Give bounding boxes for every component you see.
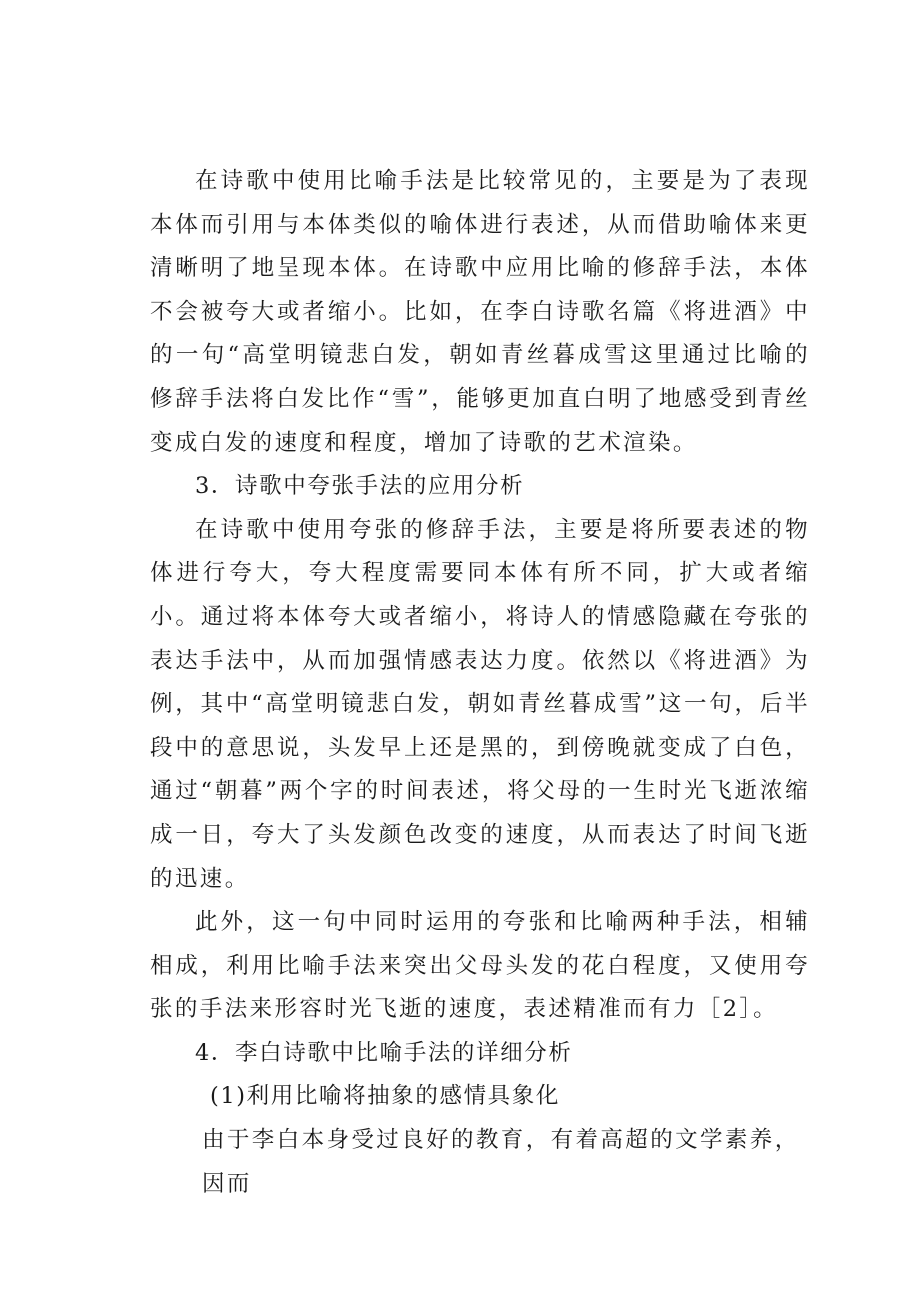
subsection-heading-1: (1)利用比喻将抽象的感情具象化 — [210, 1083, 560, 1110]
paragraph-combined: 此外，这一句中同时运用的夸张和比喻两种手法，相辅相成，利用比喻手法来突出父母头发的花白程度，又使用夸张的手法来形容时光飞逝的速度，表述精准而有力［2］。 — [150, 909, 810, 1023]
paragraph-libai-education: 由于李白本身受过良好的教育，有着高超的文学素养，因而 — [202, 1127, 800, 1197]
section-heading-3: 3．诗歌中夸张手法的应用分析 — [195, 473, 525, 500]
section-heading-4: 4．李白诗歌中比喻手法的详细分析 — [195, 1039, 573, 1066]
paragraph-hyperbole: 在诗歌中使用夸张的修辞手法，主要是将所要表述的物体进行夸大，夸大程度需要同本体有所不同，扩大或者缩小。通过将本体夸大或者缩小，将诗人的情感隐藏在夸张的表达手法中，从而加强情感表达力度。依然以《将进酒》为例，其中“高堂明镜悲白发，朝如青丝暮成雪”这一句，后半段中的意思说，头发早上还是黑的，到傍晚就变成了白色，通过“朝暮”两个字的时间表述，将父母的一生时光飞逝浓缩成一日，夸大了头发颜色改变的速度，从而表达了时间飞逝的迅速。 — [150, 516, 810, 892]
paragraph-metaphor-intro: 在诗歌中使用比喻手法是比较常见的，主要是为了表现本体而引用与本体类似的喻体进行表述，从而借助喻体来更清晰明了地呈现本体。在诗歌中应用比喻的修辞手法，本体不会被夸大或者缩小。比如，在李白诗歌名篇《将进酒》中的一句“高堂明镜悲白发，朝如青丝暮成雪这里通过比喻的修辞手法将白发比作“雪”，能够更加直白明了地感受到青丝变成白发的速度和程度，增加了诗歌的艺术渲染。 — [150, 168, 810, 456]
body-text — [150, 160, 810, 1206]
